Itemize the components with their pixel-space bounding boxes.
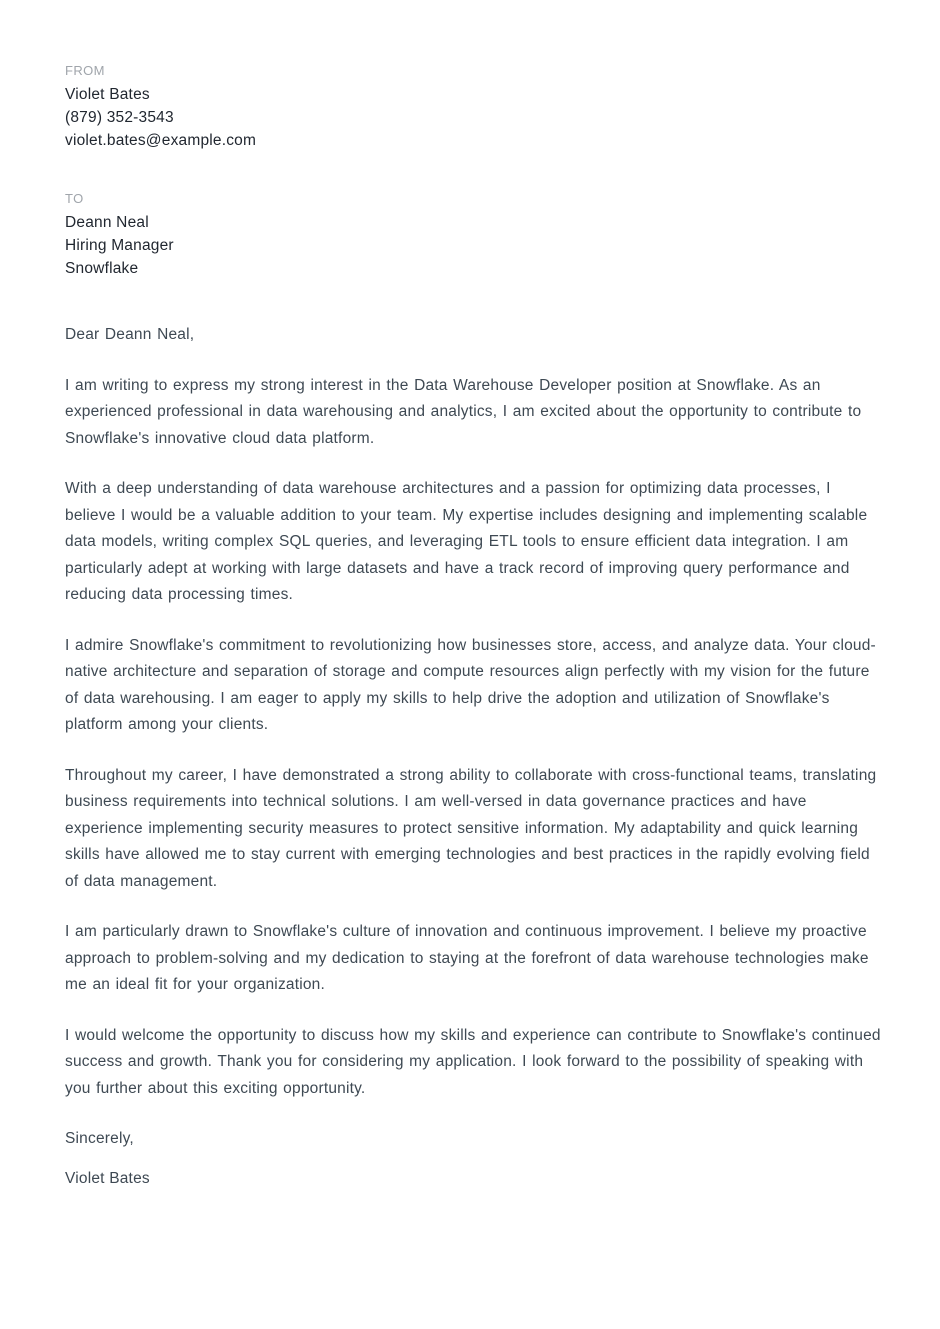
letter-paragraph: With a deep understanding of data warehouse architectures and a passion for optimizing data processes, I believe I would be a valuable addition to your team. My expertise includes designing and implementing scalable data models, writing complex SQL queries, and leveraging ETL tools to ensure efficient data integration. I am particularly adept at working with large datasets and have a track record of improving query performance and reducing data processing times. xyxy=(65,480,868,603)
signature: Violet Bates xyxy=(65,1169,150,1187)
letter-paragraph: I would welcome the opportunity to discuss how my skills and experience can contribute to Snowflake's continued success and growth. Thank you for considering my application. I look forward to the possibility of speaking with you further about this exciting opportunity. xyxy=(65,1026,881,1097)
sender-block xyxy=(65,62,885,152)
letter-content xyxy=(65,62,885,1192)
sender-email: violet.bates@example.com xyxy=(65,132,257,149)
recipient-title: Hiring Manager xyxy=(65,237,174,254)
letter-paragraph: Throughout my career, I have demonstrated a strong ability to collaborate with cross-functional teams, translating business requirements into technical solutions. I am well-versed in data governance practices and have experience implementing security measures to protect sensitive information. My adaptability and quick learning skills have allowed me to stay current with emerging technologies and best practices in the rapidly evolving field of data management. xyxy=(65,766,877,890)
sender-name: Violet Bates xyxy=(65,86,150,103)
to-label: TO xyxy=(65,191,84,206)
letter-paragraph: I admire Snowflake's commitment to revolutionizing how businesses store, access, and analyze data. Your cloud-native architecture and separation of storage and compute resources align perfectly with my vision for the future of data warehousing. I am eager to apply my skills to help drive the adoption and utilization of Snowflake's platform among your clients. xyxy=(65,636,876,733)
recipient-name: Deann Neal xyxy=(65,214,149,231)
recipient-block xyxy=(65,190,885,280)
from-label: FROM xyxy=(65,63,105,78)
letter-paragraph: I am writing to express my strong interest in the Data Warehouse Developer position at Snowflake. As an experienced professional in data warehousing and analytics, I am excited about the opportunity to contribute to Snowflake's innovative cloud data platform. xyxy=(65,376,862,447)
letter-paragraph: I am particularly drawn to Snowflake's culture of innovation and continuous improvement. I believe my proactive approach to problem-solving and my dedication to staying at the forefront of data warehouse technologies make me an ideal fit for your organization. xyxy=(65,923,869,993)
sender-phone: (879) 352-3543 xyxy=(65,109,174,126)
closing: Sincerely, xyxy=(65,1130,134,1147)
salutation: Dear Deann Neal, xyxy=(65,326,195,343)
recipient-company: Snowflake xyxy=(65,260,139,277)
